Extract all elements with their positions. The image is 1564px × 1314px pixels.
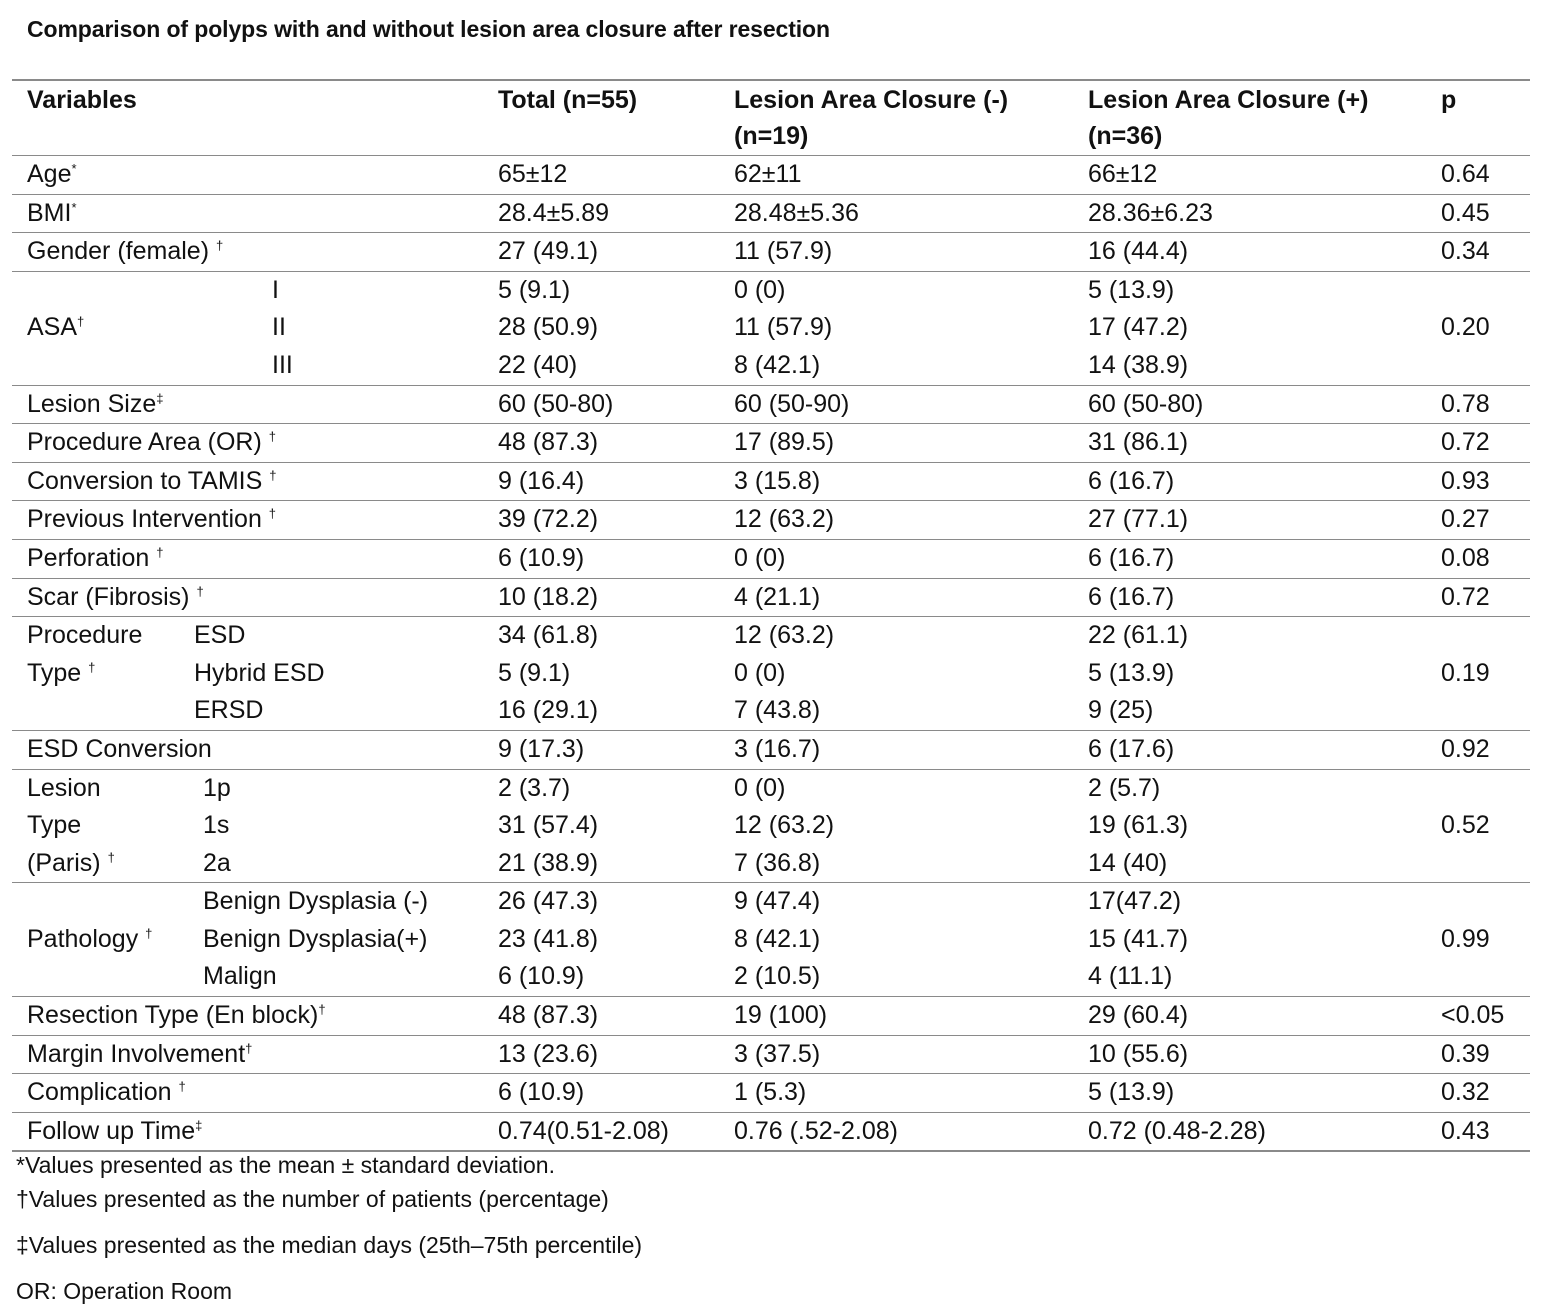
cell-closure-positive: 6 (16.7) [1073, 462, 1426, 501]
cell-total: 9 (16.4) [483, 462, 719, 501]
cell-p: 0.99 [1426, 883, 1530, 997]
cell-total: 28.4±5.89 [483, 194, 719, 233]
row-label: Conversion to TAMIS † [12, 462, 483, 501]
row-label: Previous Intervention † [12, 501, 483, 540]
cell-total: 48 (87.3) [483, 424, 719, 463]
cell-p: 0.34 [1426, 233, 1530, 272]
table-row-esd-conversion [12, 730, 1530, 769]
sub-label: III [272, 350, 293, 379]
cell-p: 0.08 [1426, 539, 1530, 578]
cell-closure-negative: 28.48±5.36 [719, 194, 1073, 233]
cell-closure-positive: 22 (61.1) 5 (13.9) 9 (25) [1073, 617, 1426, 731]
cell-closure-positive: 2 (5.7) 19 (61.3) 14 (40) [1073, 769, 1426, 883]
header-closure-positive: Lesion Area Closure (+) (n=36) [1073, 80, 1426, 156]
cell-closure-positive: 27 (77.1) [1073, 501, 1426, 540]
table-row-resection-type [12, 997, 1530, 1036]
cell-closure-negative: 0 (0) [719, 539, 1073, 578]
row-label: Margin Involvement† [12, 1035, 483, 1074]
cell-total: 13 (23.6) [483, 1035, 719, 1074]
cell-closure-negative: 19 (100) [719, 997, 1073, 1036]
table-row-procedure-area [12, 424, 1530, 463]
cell-closure-negative: 60 (50-90) [719, 385, 1073, 424]
cell-closure-negative: 9 (47.4) 8 (42.1) 2 (10.5) [719, 883, 1073, 997]
cell-closure-negative: 0.76 (.52-2.08) [719, 1112, 1073, 1151]
sub-label: ERSD [194, 696, 264, 725]
table-row-margin-involvement [12, 1035, 1530, 1074]
row-label: Resection Type (En block)† [12, 997, 483, 1036]
cell-closure-negative: 3 (37.5) [719, 1035, 1073, 1074]
header-closure-negative: Lesion Area Closure (-) (n=19) [719, 80, 1073, 156]
sub-label: 1p [203, 773, 231, 802]
cell-total: 10 (18.2) [483, 578, 719, 617]
cell-total: 60 (50-80) [483, 385, 719, 424]
row-label: Pathology † Benign Dysplasia (-) Benign Dysplasia(+) Malign [12, 883, 483, 997]
row-label: BMI* [12, 194, 483, 233]
cell-p: 0.72 [1426, 424, 1530, 463]
table-row-lesion-size [12, 385, 1530, 424]
cell-closure-negative: 3 (16.7) [719, 730, 1073, 769]
row-label: Lesion Size‡ [12, 385, 483, 424]
footnote-median-days: ‡Values presented as the median days (25th–75th percentile) [16, 1232, 643, 1258]
cell-p: 0.32 [1426, 1074, 1530, 1113]
cell-closure-negative: 1 (5.3) [719, 1074, 1073, 1113]
cell-closure-positive: 29 (60.4) [1073, 997, 1426, 1036]
row-label: Procedure Type † ESD Hybrid ESD ERSD [12, 617, 483, 731]
row-label: Gender (female) † [12, 233, 483, 272]
sub-label: 1s [203, 811, 230, 840]
cell-p: 0.52 [1426, 769, 1530, 883]
cell-closure-negative: 17 (89.5) [719, 424, 1073, 463]
cell-closure-negative: 62±11 [719, 156, 1073, 195]
sub-label: Malign [203, 962, 277, 991]
cell-closure-positive: 60 (50-80) [1073, 385, 1426, 424]
cell-p: 0.78 [1426, 385, 1530, 424]
cell-total: 34 (61.8) 5 (9.1) 16 (29.1) [483, 617, 719, 731]
sub-label: 2a [203, 848, 231, 877]
sub-label: I [272, 275, 279, 304]
cell-closure-positive: 6 (17.6) [1073, 730, 1426, 769]
cell-p: 0.72 [1426, 578, 1530, 617]
row-label: Scar (Fibrosis) † [12, 578, 483, 617]
row-label: Complication † [12, 1074, 483, 1113]
table-row-age [12, 156, 1530, 195]
row-label: Procedure Area (OR) † [12, 424, 483, 463]
row-label: ESD Conversion [12, 730, 483, 769]
cell-closure-negative: 0 (0) 12 (63.2) 7 (36.8) [719, 769, 1073, 883]
cell-closure-positive: 0.72 (0.48-2.28) [1073, 1112, 1426, 1151]
header-p: p [1426, 80, 1530, 156]
row-label: Lesion Type (Paris) † 1p 1s 2a [12, 769, 483, 883]
cell-closure-positive: 6 (16.7) [1073, 578, 1426, 617]
header-total: Total (n=55) [483, 80, 719, 156]
sub-label: ESD [194, 621, 246, 650]
sub-label: Benign Dysplasia (-) [203, 887, 429, 916]
footnote-patients-percentage: †Values presented as the number of patients (percentage) [16, 1186, 609, 1212]
cell-closure-positive: 6 (16.7) [1073, 539, 1426, 578]
table-row-complication [12, 1074, 1530, 1113]
cell-p: 0.64 [1426, 156, 1530, 195]
cell-p: 0.27 [1426, 501, 1530, 540]
cell-p: 0.43 [1426, 1112, 1530, 1151]
cell-total: 9 (17.3) [483, 730, 719, 769]
header-variables: Variables [12, 80, 483, 156]
cell-closure-negative: 12 (63.2) [719, 501, 1073, 540]
table-row-asa [12, 271, 1530, 385]
cell-closure-positive: 66±12 [1073, 156, 1426, 195]
cell-total: 26 (47.3) 23 (41.8) 6 (10.9) [483, 883, 719, 997]
cell-p: 0.20 [1426, 271, 1530, 385]
cell-p: 0.39 [1426, 1035, 1530, 1074]
cell-p: <0.05 [1426, 997, 1530, 1036]
cell-total: 27 (49.1) [483, 233, 719, 272]
table-title: Comparison of polyps with and without lesion area closure after resection [27, 16, 830, 42]
footnote-operation-room: OR: Operation Room [16, 1278, 233, 1304]
cell-p: 0.19 [1426, 617, 1530, 731]
footnote-mean-sd: *Values presented as the mean ± standard deviation. [16, 1152, 555, 1178]
cell-total: 6 (10.9) [483, 539, 719, 578]
table-row-previous-intervention [12, 501, 1530, 540]
row-label: Age* [12, 156, 483, 195]
cell-closure-positive: 28.36±6.23 [1073, 194, 1426, 233]
cell-closure-positive: 31 (86.1) [1073, 424, 1426, 463]
cell-total: 0.74(0.51-2.08) [483, 1112, 719, 1151]
cell-total: 39 (72.2) [483, 501, 719, 540]
cell-total: 65±12 [483, 156, 719, 195]
table-row-scar [12, 578, 1530, 617]
table-row-pathology [12, 883, 1530, 997]
table-row-bmi [12, 194, 1530, 233]
row-label: ASA† I II III [12, 271, 483, 385]
cell-total: 5 (9.1) 28 (50.9) 22 (40) [483, 271, 719, 385]
row-label: Perforation † [12, 539, 483, 578]
cell-closure-positive: 5 (13.9) [1073, 1074, 1426, 1113]
row-label: Follow up Time‡ [12, 1112, 483, 1151]
sub-label: Hybrid ESD [194, 658, 325, 687]
table-row-lesion-type [12, 769, 1530, 883]
cell-closure-negative: 0 (0) 11 (57.9) 8 (42.1) [719, 271, 1073, 385]
comparison-table [12, 79, 1530, 1152]
cell-closure-positive: 16 (44.4) [1073, 233, 1426, 272]
table-row-procedure-type [12, 617, 1530, 731]
table-row-conversion-tamis [12, 462, 1530, 501]
cell-closure-negative: 3 (15.8) [719, 462, 1073, 501]
cell-total: 6 (10.9) [483, 1074, 719, 1113]
cell-p: 0.92 [1426, 730, 1530, 769]
cell-p: 0.45 [1426, 194, 1530, 233]
sub-label: II [272, 313, 286, 342]
cell-p: 0.93 [1426, 462, 1530, 501]
table-row-gender [12, 233, 1530, 272]
cell-closure-positive: 5 (13.9) 17 (47.2) 14 (38.9) [1073, 271, 1426, 385]
header-row [12, 80, 1530, 156]
cell-total: 2 (3.7) 31 (57.4) 21 (38.9) [483, 769, 719, 883]
cell-closure-negative: 4 (21.1) [719, 578, 1073, 617]
table-footnotes [16, 1148, 642, 1308]
cell-closure-positive: 10 (55.6) [1073, 1035, 1426, 1074]
cell-closure-negative: 11 (57.9) [719, 233, 1073, 272]
sub-label: Benign Dysplasia(+) [203, 924, 428, 953]
table-row-follow-up-time [12, 1112, 1530, 1151]
cell-total: 48 (87.3) [483, 997, 719, 1036]
cell-closure-positive: 17(47.2) 15 (41.7) 4 (11.1) [1073, 883, 1426, 997]
cell-closure-negative: 12 (63.2) 0 (0) 7 (43.8) [719, 617, 1073, 731]
table-row-perforation [12, 539, 1530, 578]
